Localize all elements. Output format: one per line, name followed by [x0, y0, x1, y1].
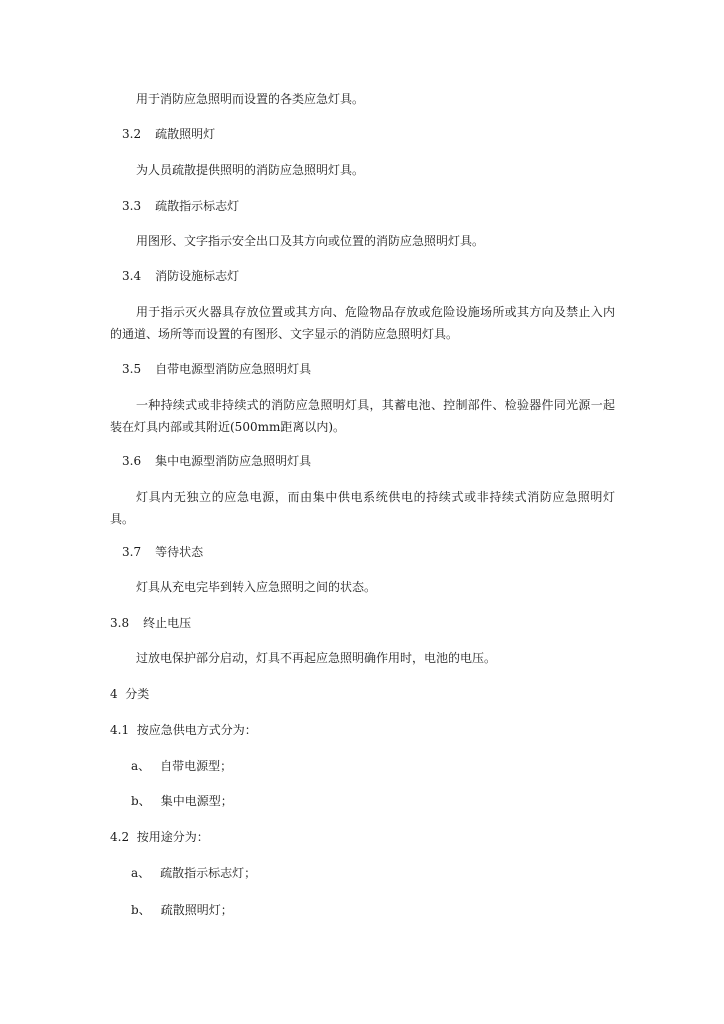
heading-title: 自带电源型消防应急照明灯具 [155, 362, 312, 376]
heading-3-7 [122, 544, 203, 560]
paragraph-3-1-definition: 用于消防应急照明而设置的各类应急灯具。 [136, 92, 365, 106]
list-marker: b、 [131, 903, 151, 917]
heading-number: 3.8 [110, 616, 130, 630]
paragraph-3-5-definition: 一种持续式或非持续式的消防应急照明灯具，其蓄电池、控制部件、检验器件同光源一起装在灯具内部或其附近(500mm距离以内)。 [110, 398, 615, 434]
heading-3-3 [122, 198, 239, 214]
list-item-text: 疏散照明灯； [160, 903, 233, 917]
paragraph-3-6-definition: 灯具内无独立的应急电源，而由集中供电系统供电的持续式或非持续式消防应急照明灯具。 [110, 490, 615, 526]
heading-number: 3.6 [122, 454, 142, 468]
heading-number: 3.5 [122, 362, 142, 376]
list-item [131, 758, 232, 774]
heading-4-classification: 4 分类 [110, 687, 150, 701]
heading-number: 3.4 [122, 269, 142, 283]
heading-title: 集中电源型消防应急照明灯具 [155, 454, 312, 468]
heading-3-2 [122, 126, 215, 142]
heading-3-6 [122, 453, 311, 469]
list-item [131, 793, 233, 809]
list-item [131, 902, 233, 918]
list-item-text: 疏散指示标志灯； [160, 866, 257, 880]
heading-3-8 [110, 615, 191, 631]
heading-number: 3.2 [122, 127, 142, 141]
heading-4-1: 4.1 按应急供电方式分为： [110, 723, 257, 737]
paragraph-3-3-definition: 用图形、文字指示安全出口及其方向或位置的消防应急照明灯具。 [136, 234, 485, 248]
paragraph-3-7-definition: 灯具从充电完毕到转入应急照明之间的状态。 [136, 580, 377, 594]
heading-3-4 [122, 268, 239, 284]
paragraph-3-2-definition: 为人员疏散提供照明的消防应急照明灯具。 [136, 163, 365, 177]
heading-3-5 [122, 361, 311, 377]
heading-4-2: 4.2 按用途分为： [110, 830, 209, 844]
heading-number: 3.7 [122, 545, 142, 559]
list-item [131, 865, 256, 881]
paragraph-3-8-definition: 过放电保护部分启动，灯具不再起应急照明确作用时，电池的电压。 [136, 651, 497, 665]
heading-title: 终止电压 [143, 616, 192, 630]
list-item-text: 集中电源型； [160, 794, 233, 808]
heading-title: 消防设施标志灯 [155, 269, 240, 283]
heading-title: 疏散照明灯 [155, 127, 216, 141]
heading-number: 3.3 [122, 199, 142, 213]
list-item-text: 自带电源型； [160, 759, 233, 773]
list-marker: b、 [131, 794, 151, 808]
heading-title: 等待状态 [155, 545, 204, 559]
list-marker: a、 [131, 759, 151, 773]
paragraph-3-4-definition: 用于指示灭火器具存放位置或其方向、危险物品存放或危险设施场所或其方向及禁止入内的通道、场所等而设置的有图形、文字显示的消防应急照明灯具。 [110, 305, 615, 341]
list-marker: a、 [131, 866, 151, 880]
heading-title: 疏散指示标志灯 [155, 199, 240, 213]
